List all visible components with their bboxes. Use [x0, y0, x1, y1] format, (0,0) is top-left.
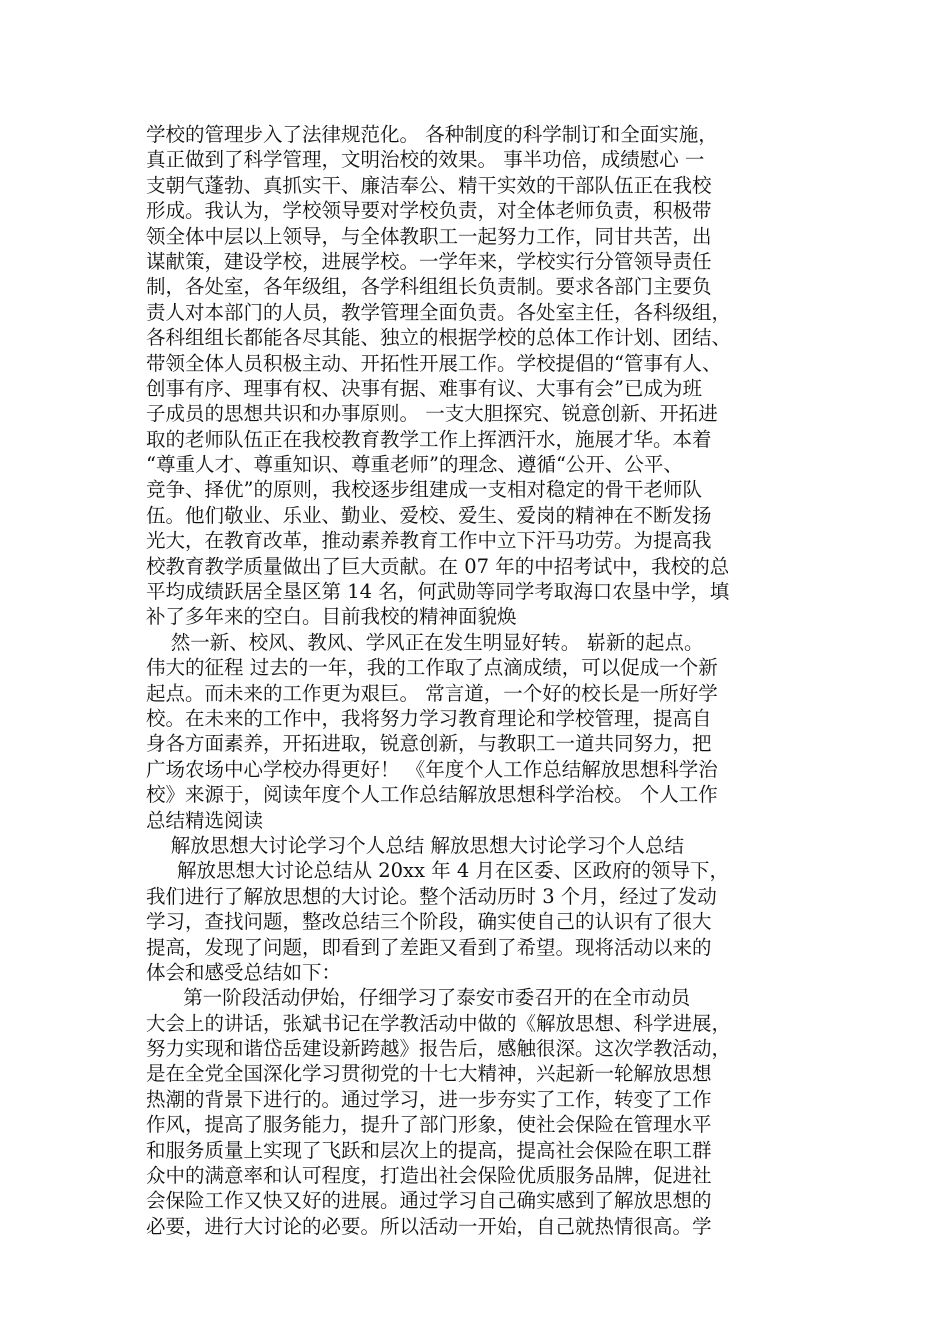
text-line: 解放思想大讨论总结从 20xx 年 4 月在区委、区政府的领导下，	[146, 859, 730, 883]
text-line: 学习，查找问题，整改总结三个阶段，确实使自己的认识有了很大	[146, 910, 712, 934]
text-line: 提高，发现了问题，即看到了差距又看到了希望。现将活动以来的	[146, 935, 712, 959]
text-line: 和服务质量上实现了飞跃和层次上的提高，提高社会保险在职工群	[146, 1138, 712, 1162]
text-line: 校》来源于，阅读年度个人工作总结解放思想科学治校。 个人工作	[146, 783, 718, 807]
text-line: 学校的管理步入了法律规范化。 各种制度的科学制订和全面实施，	[146, 123, 718, 146]
text-line: 补了多年来的空白。目前我校的精神面貌焕	[146, 605, 517, 629]
text-line: 会保险工作又快又好的进展。通过学习自己确实感到了解放思想的	[146, 1189, 712, 1213]
text-line: 众中的满意率和认可程度，打造出社会保险优质服务品牌，促进社	[146, 1164, 712, 1188]
text-line: 真正做到了科学管理，文明治校的效果。 事半功倍，成绩慰心 一	[146, 148, 705, 172]
text-line: 光大，在教育改革，推动素养教育工作中立下汗马功劳。为提高我	[146, 529, 712, 553]
text-line: 支朝气蓬勃、真抓实干、廉洁奉公、精干实效的干部队伍正在我校	[146, 173, 712, 197]
text-line: 努力实现和谐岱岳建设新跨越》报告后，感触很深。这次学教活动，	[146, 1037, 732, 1061]
text-line: 起点。而未来的工作更为艰巨。 常言道，一个好的校长是一所好学	[146, 681, 718, 705]
text-line: 责人对本部门的人员，教学管理全面负责。各处室主任，各科级组，	[146, 300, 732, 324]
text-line: 第一阶段活动伊始，仔细学习了泰安市委召开的在全市动员	[146, 986, 691, 1010]
text-line: 伟大的征程 过去的一年，我的工作取了点滴成绩，可以促成一个新	[146, 656, 718, 680]
text-line: 是在全党全国深化学习贯彻党的十七大精神，兴起新一轮解放思想	[146, 1062, 712, 1086]
text-line: 作风，提高了服务能力，提升了部门形象，使社会保险在管理水平	[146, 1113, 712, 1137]
text-line: 带领全体人员积极主动、开拓性开展工作。学校提倡的“管事有人、	[146, 351, 722, 375]
text-line: 大会上的讲话，张斌书记在学教活动中做的《解放思想、科学进展，	[146, 1011, 732, 1035]
text-line: 伍。他们敬业、乐业、勤业、爱校、爱生、爱岗的精神在不断发扬	[146, 503, 712, 527]
text-line: 子成员的思想共识和办事原则。 一支大胆探究、锐意创新、开拓进	[146, 402, 718, 426]
text-line: 谋献策，建设学校，进展学校。一学年来，学校实行分管领导责任	[146, 249, 712, 273]
text-line: 我们进行了解放思想的大讨论。整个活动历时 3 个月，经过了发动	[146, 884, 717, 908]
text-line: 取的老师队伍正在我校教育教学工作上挥洒汗水，施展才华。本着	[146, 427, 712, 451]
text-line: 身各方面素养，开拓进取，锐意创新，与教职工一道共同努力，把	[146, 732, 712, 756]
text-line: 总结精选阅读	[146, 808, 264, 832]
text-line: 必要，进行大讨论的必要。所以活动一开始，自己就热情很高。学	[146, 1214, 712, 1238]
text-line: 领全体中层以上领导，与全体教职工一起努力工作，同甘共苦，出	[146, 224, 712, 248]
text-line: 广场农场中心学校办得更好！ 《年度个人工作总结解放思想科学治	[146, 757, 718, 781]
text-line: “尊重人才、尊重知识、尊重老师”的理念、遵循“公开、公平、	[146, 453, 683, 477]
text-line: 创事有序、理事有权、决事有据、难事有议、大事有会”已成为班	[146, 376, 702, 400]
text-line: 形成。我认为，学校领导要对学校负责，对全体老师负责，积极带	[146, 199, 712, 223]
text-line: 各科组组长都能各尽其能、独立的根据学校的总体工作计划、团结、	[146, 326, 732, 350]
text-line: 校。在未来的工作中，我将努力学习教育理论和学校管理，提高自	[146, 706, 712, 730]
text-line: 制，各处室，各年级组，各学科组组长负责制。要求各部门主要负	[146, 275, 712, 299]
text-line: 然一新、校风、教风、学风正在发生明显好转。 崭新的起点。	[146, 630, 704, 654]
text-line: 平均成绩跃居全垦区第 14 名，何武勋等同学考取海口农垦中学，填	[146, 580, 730, 604]
text-line: 体会和感受总结如下：	[146, 960, 342, 984]
text-line: 校教育教学质量做出了巨大贡献。在 07 年的中招考试中，我校的总	[146, 554, 730, 578]
text-line: 热潮的背景下进行的。通过学习，进一步夯实了工作，转变了工作	[146, 1087, 712, 1111]
text-line: 解放思想大讨论学习个人总结 解放思想大讨论学习个人总结	[146, 833, 684, 857]
text-line: 竞争、择优”的原则，我校逐步组建成一支相对稳定的骨干老师队	[146, 478, 702, 502]
document-body-text	[146, 122, 816, 1239]
